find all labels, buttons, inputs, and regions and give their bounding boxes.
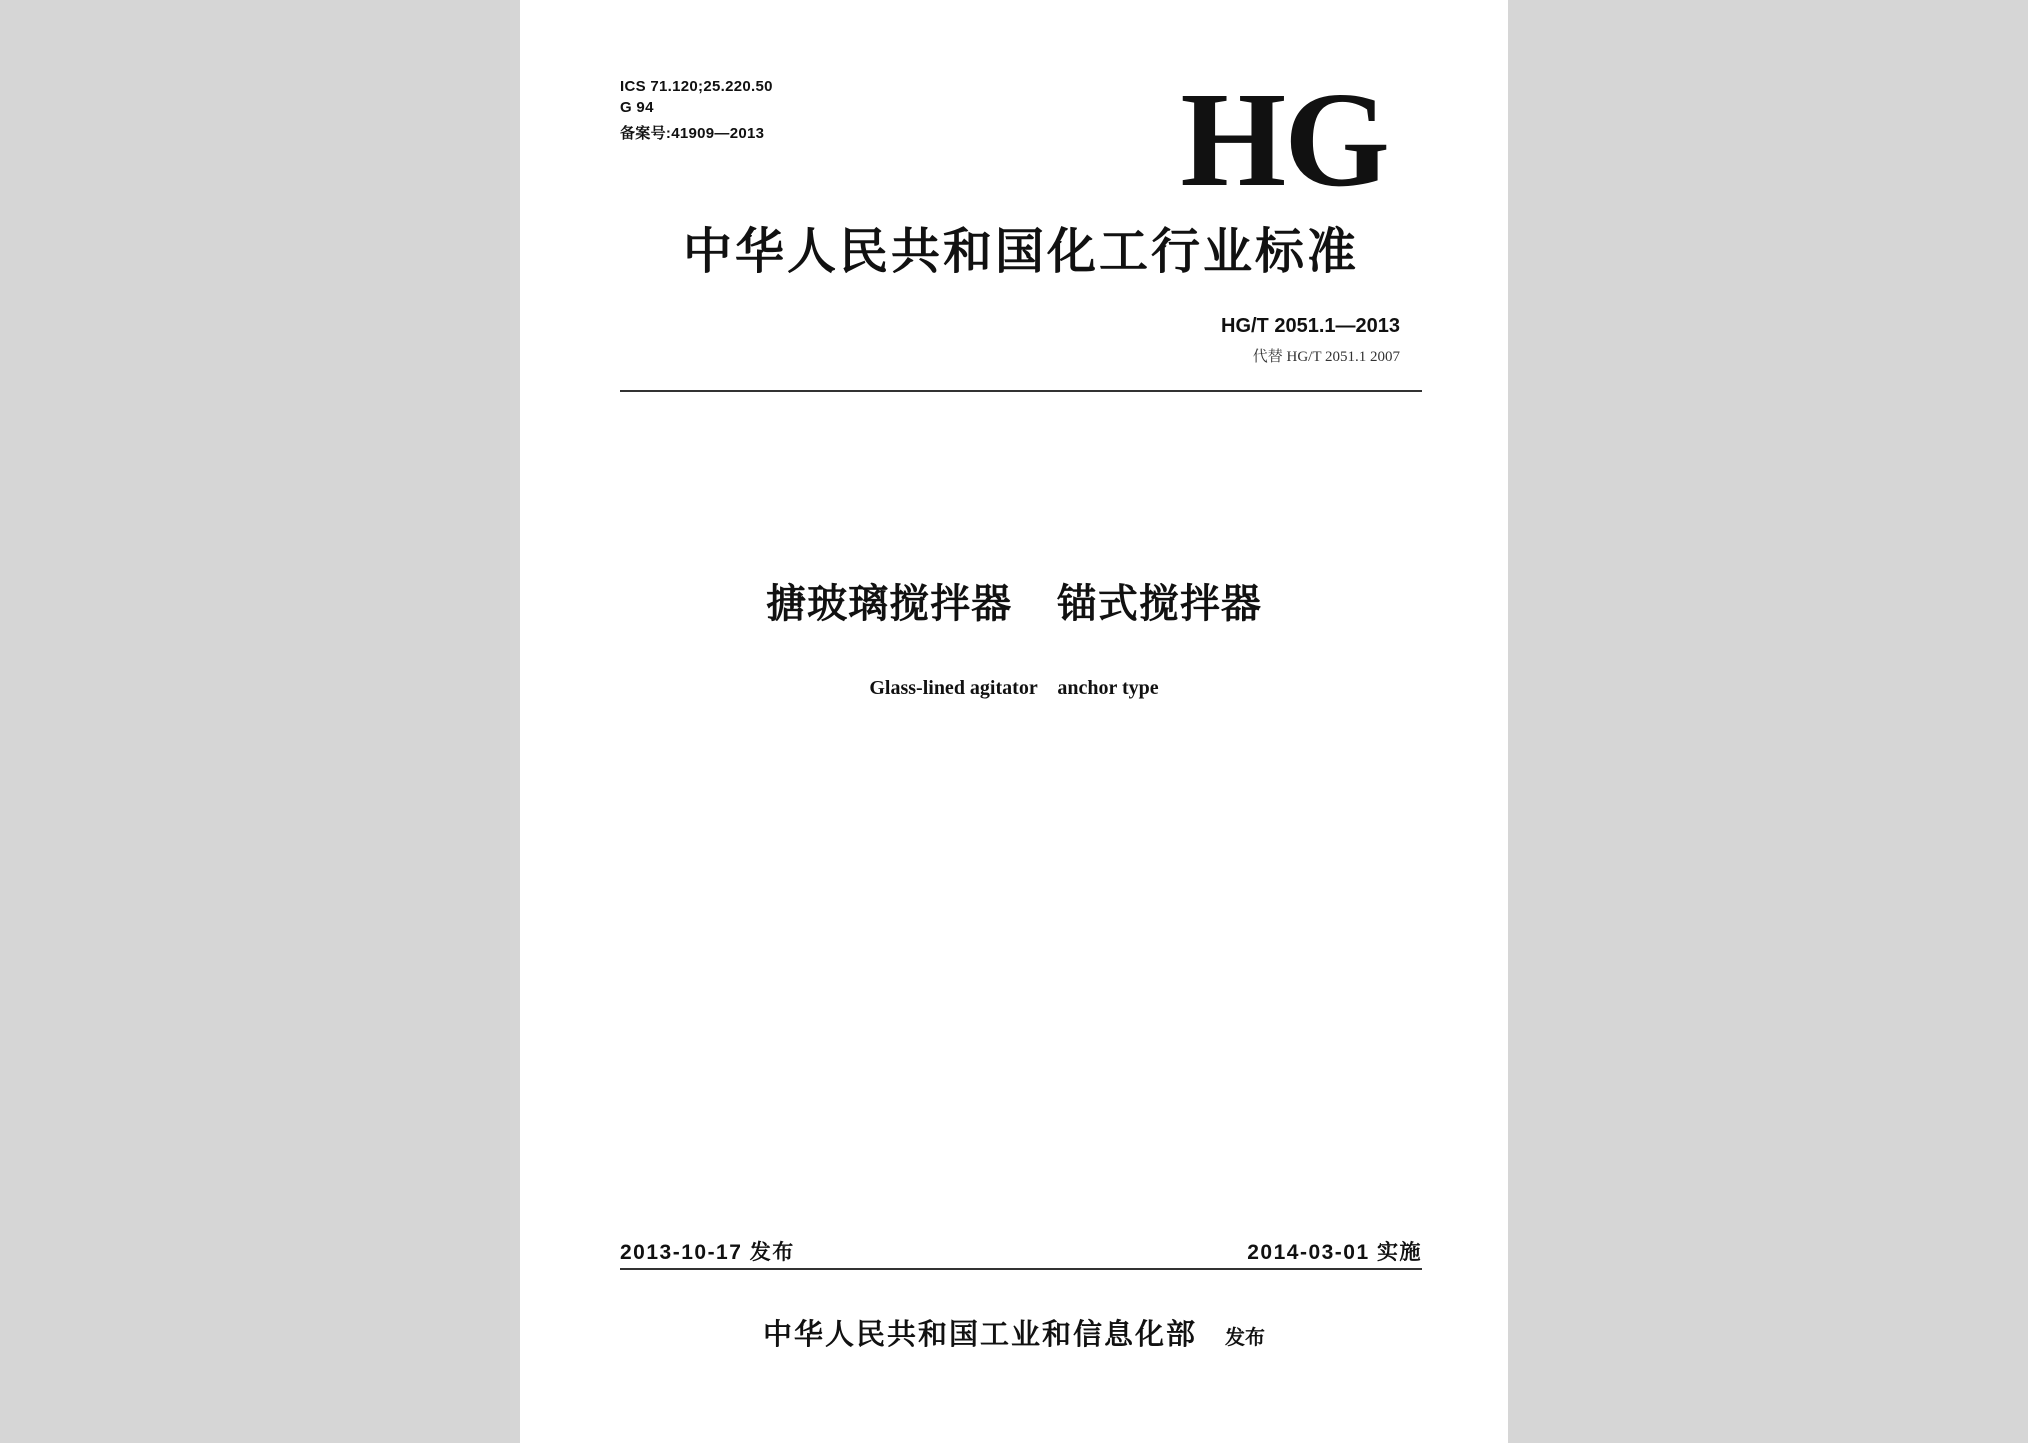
publisher-label: 发布 [1225, 1325, 1265, 1349]
standard-number: HG/T 2051.1—2013 [1221, 315, 1400, 337]
ccs-code: G 94 [620, 99, 654, 116]
document-page [520, 0, 1508, 1443]
footer-divider [620, 1268, 1422, 1270]
record-number: 备案号:41909—2013 [620, 125, 765, 142]
organization-title: 中华人民共和国化工行业标准 [682, 223, 1359, 280]
ics-code: ICS 71.120;25.220.50 [620, 78, 773, 95]
header-divider [620, 390, 1422, 392]
publisher-name: 中华人民共和国工业和信息化部 [762, 1317, 1197, 1351]
document-title-chinese: 搪玻璃搅拌器 锚式搅拌器 [766, 581, 1262, 627]
implementation-date: 2014-03-01 实施 [1247, 1241, 1422, 1264]
hg-logo: HG [1180, 65, 1388, 215]
standard-replaces: 代替 HG/T 2051.1 2007 [1252, 349, 1400, 365]
publisher-line [520, 1314, 1508, 1360]
issue-date: 2013-10-17 发布 [620, 1241, 795, 1264]
document-title-english: Glass-lined agitator anchor type [869, 677, 1159, 699]
